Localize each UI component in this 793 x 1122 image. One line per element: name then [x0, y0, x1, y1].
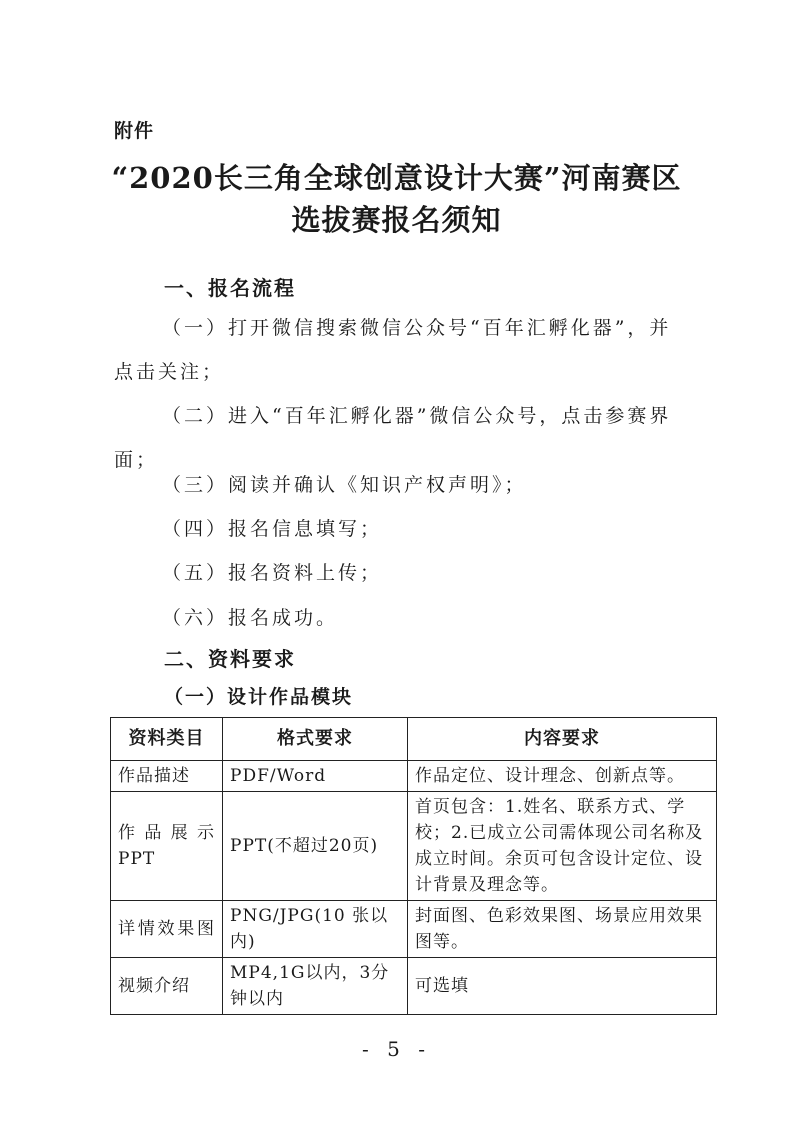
- document-title-line2: 选拔赛报名须知: [291, 203, 502, 237]
- table-cell-content: 可选填: [408, 958, 717, 1015]
- table-cell-category: 作品展示PPT: [111, 792, 223, 901]
- requirements-table: [110, 717, 717, 1015]
- table-header-cell: 资料类目: [111, 718, 223, 761]
- table-cell-content: 首页包含：1.姓名、联系方式、学校；2.已成立公司需体现公司名称及成立时间。余页可包含设计定位、设计背景及理念等。: [408, 792, 717, 901]
- section2-subheading: （一）设计作品模块: [164, 686, 354, 708]
- table-cell-category: 作品描述: [111, 761, 223, 792]
- table-cell-category: 视频介绍: [111, 958, 223, 1015]
- table-row: [111, 958, 717, 1015]
- step-2: （二）进入“百年汇孵化器”微信公众号，点击参赛界面；: [114, 405, 672, 471]
- step-4: （四）报名信息填写；: [162, 518, 383, 540]
- step-5: （五）报名资料上传；: [162, 562, 383, 584]
- table-row: [111, 761, 717, 792]
- section2-heading: 二、资料要求: [164, 647, 296, 671]
- table-header-row: [111, 718, 717, 761]
- table-cell-content: 作品定位、设计理念、创新点等。: [408, 761, 717, 792]
- table-cell-format: PDF/Word: [223, 761, 408, 792]
- table-header-cell: 格式要求: [223, 718, 408, 761]
- attachment-label: 附件: [114, 120, 155, 142]
- table-header-cell: 内容要求: [408, 718, 717, 761]
- table-cell-format: PPT(不超过20页): [223, 792, 408, 901]
- table-cell-category: 详情效果图: [111, 901, 223, 958]
- step-3: （三）阅读并确认《知识产权声明》；: [162, 474, 527, 496]
- section1-heading: 一、报名流程: [164, 276, 296, 300]
- page-number: - 5 -: [362, 1037, 431, 1061]
- table-cell-format: MP4,1G以内，3分钟以内: [223, 958, 408, 1015]
- step-1: （一）打开微信搜索微信公众号“百年汇孵化器”，并点击关注；: [114, 317, 672, 383]
- step-6: （六）报名成功。: [162, 607, 339, 629]
- document-title-line1: “2020长三角全球创意设计大赛”河南赛区: [111, 161, 682, 195]
- table-cell-content: 封面图、色彩效果图、场景应用效果图等。: [408, 901, 717, 958]
- table-row: [111, 901, 717, 958]
- table-cell-format: PNG/JPG(10 张以内): [223, 901, 408, 958]
- table-row: [111, 792, 717, 901]
